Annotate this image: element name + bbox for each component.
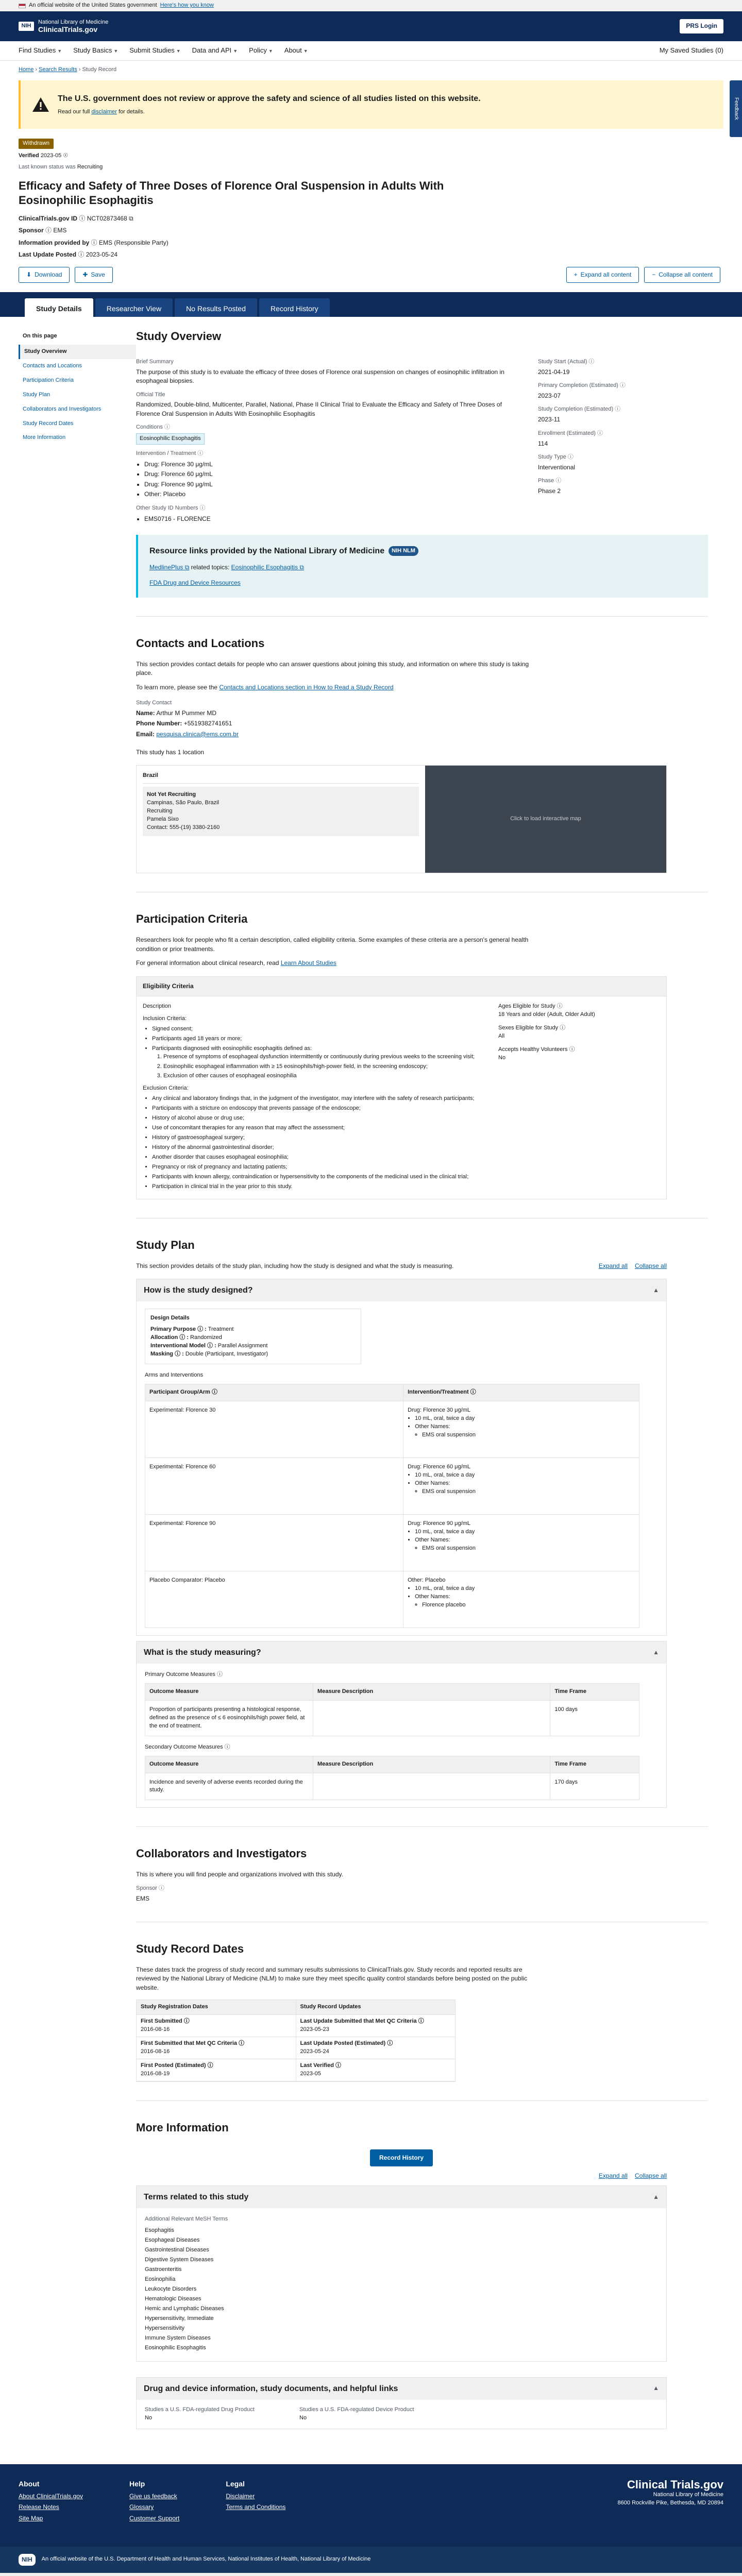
contacts-section: Contacts and Locations This section provides contact details for people who can answer questions about joining this study, and information on where this study is taking place. To learn more, please see the Contacts and Locations section in How to Read a Study Record Study Contact Name: Arthur M Pummer MD Phone Number: +5519382741651 Email: pesquisa.clinica@ems.com.br This study has 1 location Brazil Not Yet Recruiting Campinas, São Paulo, Brazil Recruiting Pamela Sixo Contact: 555-(19) 3380-2160 Click to load interactive map (136, 635, 708, 892)
minus-icon: − (652, 270, 656, 278)
mesh-term: Eosinophilia (145, 2276, 176, 2283)
sidenav-link-6[interactable]: More Information (23, 434, 66, 441)
exclusion-item: • Another disorder that causes esophageal eosinophilia; (152, 1154, 483, 1162)
mesh-term: Esophagitis (145, 2227, 174, 2234)
tab-no-results[interactable]: No Results Posted (175, 298, 257, 317)
intervention-item: • Drug: Florence 30 μg/mL (144, 460, 517, 469)
table-row (145, 1700, 639, 1736)
download-icon: ⬇ (26, 270, 32, 278)
official-title: Randomized, Double-blind, Multicenter, Parallel, National, Phase II Clinical Trial to Evaluate the Efficacy and Safety of Three Doses of Florence Oral Suspension in Adults With Eosinophilic Esophagitis (136, 401, 502, 417)
mesh-term: Eosinophilic Esophagitis (145, 2344, 206, 2351)
outcome-timeframe: 170 days (550, 1773, 639, 1800)
exclusion-item: • History of gastroesophageal surgery; (152, 1134, 483, 1142)
design-row: Interventional Model ⓘ : Parallel Assignment (150, 1343, 268, 1349)
more-collapse-all[interactable]: Collapse all (634, 2172, 667, 2179)
exclusion-item: • History of the abnormal gastrointestinal disorder; (152, 1144, 483, 1152)
breadcrumb-current: Study Record (82, 66, 117, 73)
footer-col: About About ClinicalTrials.gov Release Notes Site Map (19, 2479, 83, 2532)
primary-outcomes-table: Outcome Measure Measure Description Time Frame Proportion of participants presenting a histological response, defined as the presence of ≤ 6 eosinophils/high power field, at the end of treatment. 100 days (145, 1683, 639, 1736)
drug-panel-toggle[interactable]: Drug and device information, study documents, and helpful links ▲ (137, 2378, 666, 2400)
sexes-eligible: All (498, 1032, 505, 1039)
mesh-term: Immune System Diseases (145, 2334, 211, 2341)
fact-value: 2021-04-19 (538, 368, 570, 376)
notice-title: The U.S. government does not review or approve the safety and science of all studies listed on this website. (58, 94, 481, 104)
plan-collapse-all[interactable]: Collapse all (634, 1262, 667, 1269)
tab-researcher-view[interactable]: Researcher View (95, 298, 173, 317)
arm-name: Experimental: Florence 90 (145, 1514, 403, 1571)
arm-intervention: Other: Placebo • 10 mL, oral, twice a day • Other Names: ◦ Florence placebo (403, 1571, 639, 1628)
saved-studies-link[interactable]: My Saved Studies (0) (659, 46, 723, 55)
design-panel: How is the study designed? ▲ Design Details Primary Purpose ⓘ : Treatment Allocation ⓘ : Randomized Interventional Model ⓘ : Parallel Assignment Masking ⓘ : Double (Participant, Investigator) Arms and Interventions Participant Group/Arm ⓘ Intervention/Treatment ⓘ Experimental: Florence 30 Drug: Florence 30 μg/mL • 10 mL, oral, twice a day • Other Names: ◦ EMS oral suspension Experimental: Florence 60 Drug: Florence 60 μg/mL • 10 mL, oral, twice a day • Other Names: ◦ EMS oral suspension Experimental: Florence 90 Drug: Florence 90 μg/mL • 10 mL, oral, twice a day • Other Names: ◦ EMS oral suspension Placebo Comparator: Placebo Other: Placebo • 10 mL, oral, twice a day • Other Names: ◦ Florence placebo (136, 1279, 667, 1636)
arm-name: Experimental: Florence 60 (145, 1458, 403, 1514)
nih-logo-icon: NIH (19, 2554, 36, 2566)
sidenav-link-5[interactable]: Study Record Dates (23, 420, 74, 427)
nav-item-about[interactable]: About ▼ (284, 46, 308, 55)
nav-item-submit-studies[interactable]: Submit Studies ▼ (129, 46, 181, 55)
site-line: Pamela Sixo (147, 816, 179, 823)
fact-label: Study Type ⓘ (538, 454, 574, 461)
chevron-down-icon: ▼ (268, 48, 273, 54)
overview-facts (538, 353, 693, 524)
fda-resources-link[interactable]: FDA Drug and Device Resources (149, 579, 241, 586)
intervention-list (136, 460, 517, 499)
arm-intervention: Drug: Florence 90 μg/mL • 10 mL, oral, twice a day • Other Names: ◦ EMS oral suspension (403, 1514, 639, 1571)
location-count: This study has 1 location (136, 749, 205, 756)
footer-link[interactable]: Give us feedback (129, 2492, 177, 2500)
more-expand-all[interactable]: Expand all (598, 2172, 628, 2179)
ages-eligible: 18 Years and older (Adult, Older Adult) (498, 1011, 595, 1018)
inclusion-item: • Signed consent; (152, 1025, 483, 1033)
fact-label: Phase ⓘ (538, 478, 562, 484)
fact-value: 2023-11 (538, 416, 561, 423)
site-line: Campinas, São Paulo, Brazil (147, 800, 220, 806)
fact-label: Primary Completion (Estimated) ⓘ (538, 382, 626, 389)
footer-link[interactable]: Disclaimer (226, 2492, 255, 2500)
table-row (145, 1773, 639, 1800)
footer-brand: Clinical Trials.gov National Library of Medicine 8600 Rockville Pike, Bethesda, MD 20894 (617, 2478, 723, 2506)
collaborators-section: Collaborators and Investigators This is where you will find people and organizations involved with this study. Sponsor ⓘ EMS (136, 1845, 708, 1922)
chevron-up-icon: ▲ (653, 1648, 659, 1656)
tab-study-details[interactable]: Study Details (25, 298, 93, 317)
criteria-title: Participation Criteria (136, 912, 248, 926)
chevron-down-icon: ▼ (233, 48, 238, 54)
date-row: Last Update Submitted that Met QC Criteria ⓘ 2023-05-23 (296, 2015, 456, 2037)
inclusion-subitem: 2. Eosinophilic esophageal inflammation with ≥ 15 eosinophils/high-power field, in the screening endoscopy; (163, 1063, 483, 1071)
nlm-logo-icon: NIH NLM (389, 546, 418, 556)
breadcrumb: Home › Search Results › Study Record (19, 66, 117, 73)
chevron-down-icon: ▼ (176, 48, 181, 54)
last-known-line: Last known status was Recruiting (19, 163, 103, 170)
outcome-timeframe: 100 days (550, 1700, 639, 1736)
site-line: Contact: 555-(19) 3380-2160 (147, 824, 220, 831)
mesh-terms-list (145, 2227, 658, 2352)
plan-expand-all[interactable]: Expand all (598, 1262, 628, 1269)
gov-links (0, 2573, 742, 2576)
dates-grid: Study Registration Dates First Submitted ⓘ 2016-08-16 First Submitted that Met QC Criteria ⓘ 2016-08-16 First Posted (Estimated) ⓘ 2016-08-19 Study Record Updates Last Update Submitted that Met QC Criteria ⓘ 2023-05-23 Last Update Posted (Estimated) ⓘ 2023-05-24 Last Verified ⓘ 2023-05 (136, 1999, 456, 2082)
nih-bar: NIH An official website of the U.S. Department of Health and Human Services, National Institutes of Health, National Library of Medicine (0, 2547, 742, 2573)
date-row: First Submitted that Met QC Criteria ⓘ 2016-08-16 (137, 2037, 296, 2059)
other-ids-list (136, 515, 517, 523)
location-map[interactable]: Click to load interactive map (425, 766, 666, 873)
study-plan-section: Study Plan This section provides details of the study plan, including how the study is designed and what the study is measuring. Expand all Collapse all How is the study designed? ▲ Design Details Primary Purpose ⓘ : Treatment Allocation ⓘ : Randomized Interventional Model ⓘ : Parallel Assignment Masking ⓘ : Double (Participant, Investigator) Arms and Interventions Participant Group/Arm ⓘ Intervention/Treatment ⓘ Experimental: Florence 30 Drug: Florence 30 μg/mL • 10 mL, oral, twice a day • Other Names: ◦ EMS oral suspension Experimental: Florence 60 Drug: Florence 60 μg/mL • 10 mL, oral, twice a day • Other Names: ◦ EMS oral suspension Experimental: Florence 90 Drug: Florence 90 μg/mL • 10 mL, oral, twice a day • Other Names: ◦ EMS oral suspension Placebo Comparator: Placebo Other: Placebo • 10 mL, oral, twice a day • Other Names: ◦ Florence placebo What is the study measuring? ▲ Primary Outcome Measures ⓘ Outcome Measure Measure Description Time Frame Proportion of participants presenting a histological response, defined as the presence of ≤ 6 eosinophils/high power field, at the end of treatment. 100 days Secondary Outcome Measures ⓘ Outcome Measure Measure Description Time Frame Incidence and severity of adverse events recorded during the study. 170 days (136, 1237, 708, 1827)
footer-link[interactable]: Release Notes (19, 2503, 59, 2511)
contact-email: Email: pesquisa.clinica@ems.com.br (136, 730, 239, 738)
sidenav-link-0[interactable]: Study Overview (19, 345, 136, 359)
on-this-page-heading: On this page (23, 332, 57, 339)
sponsor-line: Sponsor ⓘ EMS (19, 227, 67, 234)
overview-title: Study Overview (136, 329, 222, 343)
mesh-term: Gastroenteritis (145, 2266, 182, 2273)
disclaimer-link[interactable]: disclaimer (91, 108, 117, 115)
fact-value: Interventional (538, 464, 576, 471)
fact-label: Study Start (Actual) ⓘ (538, 358, 595, 365)
nav-item-policy[interactable]: Policy ▼ (249, 46, 273, 55)
fact-label: Enrollment (Estimated) ⓘ (538, 430, 603, 436)
footer-link[interactable]: Terms and Conditions (226, 2503, 286, 2511)
exclusion-item: • History of alcohol abuse or drug use; (152, 1114, 483, 1123)
nct-id: ClinicalTrials.gov ID ⓘ NCT02873468 ⧉ (19, 214, 133, 222)
breadcrumb-home[interactable]: Home (19, 66, 34, 73)
brief-summary: The purpose of this study is to evaluate the efficacy of three doses of Florence oral suspension on changes of eosinophilic infiltration in esophageal biopsies. (136, 368, 504, 385)
other-id-item: • EMS0716 - FLORENCE (144, 515, 517, 523)
design-details: Design Details Primary Purpose ⓘ : Treatment Allocation ⓘ : Randomized Interventional Model ⓘ : Parallel Assignment Masking ⓘ : Double (Participant, Investigator) (145, 1309, 361, 1364)
mesh-term: Leukocyte Disorders (145, 2286, 197, 2293)
plus-icon: + (574, 270, 578, 278)
inclusion-list (143, 1025, 483, 1081)
intervention-item: • Other: Placebo (144, 490, 517, 499)
record-history-button[interactable]: Record History (370, 2149, 433, 2166)
site-header (0, 11, 742, 41)
dates-title: Study Record Dates (136, 1942, 244, 1955)
mesh-term: Hypersensitivity, Immediate (145, 2315, 214, 2321)
arm-name: Placebo Comparator: Placebo (145, 1571, 403, 1628)
site-footer (0, 2464, 742, 2547)
collab-title: Collaborators and Investigators (136, 1847, 307, 1860)
chevron-up-icon: ▲ (653, 1286, 659, 1294)
contacts-title: Contacts and Locations (136, 636, 265, 650)
study-overview-section: Study Overview Brief Summary The purpose of this study is to evaluate the efficacy of three doses of Florence oral suspension on changes of eosinophilic infiltration in esophageal biopsies. Official Title Randomized, Double-blind, Multicenter, Parallel, National, Phase II Clinical Trial to Evaluate the Efficacy and Safety of Three Doses of Florence Oral Suspension in Adults With Eosinophilic Esophagitis Conditions ⓘ Eosinophilic Esophagitis Intervention / Treatment ⓘ • Drug: Florence 30 μg/mL • Drug: Florence 60 μg/mL • Drug: Florence 90 μg/mL • Other: Placebo Other Study ID Numbers ⓘ • EMS0716 - FLORENCE Study Start (Actual) ⓘ 2021-04-19 Primary Completion (Estimated) ⓘ 2023-07 Study Completion (Estimated) ⓘ 2023-11 Enrollment (Estimated) ⓘ 114 Study Type ⓘ Interventional Phase ⓘ Phase 2 Resource links provided by the National Library of Medicine NIH NLM MedlinePlus ⧉ related topics: Eosinophilic Esophagitis ⧉ FDA Drug and Device Resources (136, 328, 708, 616)
nav-item-study-basics[interactable]: Study Basics ▼ (73, 46, 119, 55)
status-badge: Withdrawn (19, 139, 54, 149)
study-tabs (0, 292, 742, 317)
main-nav (0, 41, 742, 61)
design-row: Masking ⓘ : Double (Participant, Investigator) (150, 1350, 268, 1357)
condition-chip[interactable]: Eosinophilic Esophagitis (136, 433, 205, 445)
exclusion-item: • Participants with known allergy, contraindication or hypersensitivity to the components of the medicinal used in the clinical trial; (152, 1173, 483, 1181)
disclaimer-notice (19, 80, 739, 129)
nav-items (19, 46, 308, 56)
chevron-up-icon: ▲ (653, 2384, 659, 2392)
warning-icon (32, 97, 49, 112)
more-info-section (136, 2120, 708, 2448)
logo-site-name: ClinicalTrials.gov (38, 25, 98, 34)
collapse-all-content-button[interactable]: − Collapse all content (644, 267, 720, 283)
more-info-title: More Information (136, 2121, 229, 2134)
nih-logo-icon: NIH (19, 22, 34, 31)
location-site: Not Yet Recruiting Campinas, São Paulo, Brazil Recruiting Pamela Sixo Contact: 555-(19) 3380-2160 (143, 787, 419, 836)
study-header (0, 129, 742, 283)
terms-panel: Terms related to this study ▲ Additional Relevant MeSH Terms Esophagitis Esophageal Diseases Gastrointestinal Diseases Digestive System Diseases Gastroenteritis Eosinophilia Leukocyte Disorders Hematologic Diseases Hemic and Lymphatic Diseases Hypersensitivity, Immediate Hypersensitivity Immune System Diseases Eosinophilic Esophagitis (136, 2185, 667, 2361)
record-dates-section: Study Record Dates These dates track the progress of study record and summary results submissions to ClinicalTrials.gov. Study records and reported results are reviewed by the National Library of Medicine (NLM) to make sure they meet specific quality control standards before being posted on the public website. Study Registration Dates First Submitted ⓘ 2016-08-16 First Submitted that Met QC Criteria ⓘ 2016-08-16 First Posted (Estimated) ⓘ 2016-08-19 Study Record Updates Last Update Submitted that Met QC Criteria ⓘ 2023-05-23 Last Update Posted (Estimated) ⓘ 2023-05-24 Last Verified ⓘ 2023-05 (136, 1941, 708, 2100)
logo-org: National Library of Medicine (38, 19, 109, 25)
on-this-page-nav (19, 317, 136, 2448)
fact-value: Phase 2 (538, 487, 561, 495)
how-to-read-link[interactable]: Contacts and Locations section in How to Read a Study Record (219, 683, 394, 691)
chevron-down-icon: ▼ (113, 48, 119, 54)
eligibility-box: Eligibility Criteria Description Inclusion Criteria: • Signed consent; • Participants aged 18 years or more; • Participants diagnosed with eosinophilic esophagitis defined as: 1. Presence of symptoms of esophageal dysfunction intermittently or continuously during previous weeks to the screening visit; 2. Eosinophilic esophageal inflammation with ≥ 15 eosinophils/high-power field, in the screening endoscopy; 3. Exclusion of other causes of esophageal eosinophilia Exclusion Criteria: • Any clinical and laboratory findings that, in the judgment of the investigator, may interfere with the safety of research participants; • Participants with a stricture on endoscopy that prevents passage of the endoscope; • History of alcohol abuse or drug use; • Use of concomitant therapies for any reason that may affect the assessment; • History of gastroesophageal surgery; • History of the abnormal gastrointestinal disorder; • Another disorder that causes esophageal eosinophilia; • Pregnancy or risk of pregnancy and lactating patients; • Participants with known allergy, contraindication or hypersensitivity to the components of the medicinal used in the clinical trial; • Participation in clinical trial in the year prior to this study. Ages Eligible for Study ⓘ 18 Years and older (Adult, Older Adult) Sexes Eligible for Study ⓘ All Accepts Healthy Volunteers ⓘ No (136, 976, 667, 1199)
footer-link[interactable]: About ClinicalTrials.gov (19, 2492, 83, 2500)
site-logo[interactable] (19, 19, 108, 34)
verified-line: Verified 2023-05 ☉ (19, 152, 69, 159)
sidenav-link-3[interactable]: Study Plan (23, 391, 50, 398)
gov-banner-text: An official website of the United States government (29, 2, 157, 9)
tab-record-history[interactable]: Record History (259, 298, 330, 317)
study-title: Efficacy and Safety of Three Doses of Florence Oral Suspension in Adults With Eosinophilic Esophagitis (19, 179, 444, 207)
inclusion-item: • Participants diagnosed with eosinophilic esophagitis defined as: 1. Presence of symptoms of esophageal dysfunction intermittently or continuously during previous weeks to the screening visit; 2. Eosinophilic esophageal inflammation with ≥ 15 eosinophils/high-power field, in the screening endoscopy; 3. Exclusion of other causes of esophageal eosinophilia (152, 1045, 483, 1081)
intervention-item: • Drug: Florence 90 μg/mL (144, 480, 517, 489)
table-row (145, 1458, 639, 1514)
feedback-tab[interactable]: Feedback (730, 80, 742, 137)
table-row (145, 1571, 639, 1628)
us-flag-icon (19, 4, 26, 8)
inclusion-subitem: 1. Presence of symptoms of esophageal dysfunction intermittently or continuously during previous weeks to the screening visit; (163, 1053, 483, 1061)
expand-all-content-button[interactable]: + Expand all content (566, 267, 639, 283)
design-panel-toggle[interactable]: How is the study designed? ▲ (137, 1279, 666, 1301)
sidenav-link-4[interactable]: Collaborators and Investigators (23, 405, 102, 412)
gov-banner-link[interactable]: Here's how you know (160, 2, 214, 9)
participation-criteria-section: Participation Criteria Researchers look for people who fit a certain description, called eligibility criteria. Some examples of these criteria are a person's general health condition or prior treatments. For general information about clinical research, read Learn About Studies Eligibility Criteria Description Inclusion Criteria: • Signed consent; • Participants aged 18 years or more; • Participants diagnosed with eosinophilic esophagitis defined as: 1. Presence of symptoms of esophageal dysfunction intermittently or continuously during previous weeks to the screening visit; 2. Eosinophilic esophageal inflammation with ≥ 15 eosinophils/high-power field, in the screening endoscopy; 3. Exclusion of other causes of esophageal eosinophilia Exclusion Criteria: • Any clinical and laboratory findings that, in the judgment of the investigator, may interfere with the safety of research participants; • Participants with a stricture on endoscopy that prevents passage of the endoscope; • History of alcohol abuse or drug use; • Use of concomitant therapies for any reason that may affect the assessment; • History of gastroesophageal surgery; • History of the abnormal gastrointestinal disorder; • Another disorder that causes esophageal eosinophilia; • Pregnancy or risk of pregnancy and lactating patients; • Participants with known allergy, contraindication or hypersensitivity to the components of the medicinal used in the clinical trial; • Participation in clinical trial in the year prior to this study. Ages Eligible for Study ⓘ 18 Years and older (Adult, Older Adult) Sexes Eligible for Study ⓘ All Accepts Healthy Volunteers ⓘ No (136, 911, 708, 1217)
footer-link[interactable]: Customer Support (129, 2514, 180, 2522)
mesh-term: Hemic and Lymphatic Diseases (145, 2305, 224, 2312)
sidenav-link-2[interactable]: Participation Criteria (23, 377, 74, 383)
outcome-description (313, 1773, 550, 1800)
design-row: Allocation ⓘ : Randomized (150, 1334, 222, 1341)
nlm-resources-box: Resource links provided by the National Library of Medicine NIH NLM MedlinePlus ⧉ related topics: Eosinophilic Esophagitis ⧉ FDA Drug and Device Resources (136, 535, 708, 598)
table-row (145, 1514, 639, 1571)
drug-device-panel: Drug and device information, study documents, and helpful links ▲ Studies a U.S. FDA-regulated Drug Product No Studies a U.S. FDA-regulated Device Product No (136, 2377, 667, 2429)
site-line: Recruiting (147, 808, 173, 815)
save-button[interactable]: ✚ Save (75, 267, 112, 283)
mesh-term: Gastrointestinal Diseases (145, 2247, 209, 2253)
mesh-term: Hematologic Diseases (145, 2295, 201, 2302)
chevron-down-icon: ▼ (57, 48, 62, 54)
eoe-topic-link[interactable]: Eosinophilic Esophagitis ⧉ (231, 564, 304, 571)
arms-table: Participant Group/Arm ⓘ Intervention/Treatment ⓘ Experimental: Florence 30 Drug: Florence 30 μg/mL • 10 mL, oral, twice a day • Other Names: ◦ EMS oral suspension Experimental: Florence 60 Drug: Florence 60 μg/mL • 10 mL, oral, twice a day • Other Names: ◦ EMS oral suspension Experimental: Florence 90 Drug: Florence 90 μg/mL • 10 mL, oral, twice a day • Other Names: ◦ EMS oral suspension Placebo Comparator: Placebo Other: Placebo • 10 mL, oral, twice a day • Other Names: ◦ Florence placebo (145, 1384, 639, 1628)
nlm-title: Resource links provided by the National Library of Medicine (149, 546, 385, 555)
intervention-item: • Drug: Florence 60 μg/mL (144, 470, 517, 479)
breadcrumb-search[interactable]: Search Results (39, 66, 77, 73)
fact-value: 114 (538, 439, 548, 447)
notice-body: Read our full disclaimer for details. (58, 108, 145, 115)
exclusion-item: • Pregnancy or risk of pregnancy and lactating patients; (152, 1163, 483, 1172)
design-row: Primary Purpose ⓘ : Treatment (150, 1326, 234, 1333)
prs-login-button[interactable]: PRS Login (680, 19, 723, 33)
inclusion-subitem: 3. Exclusion of other causes of esophageal eosinophilia (163, 1072, 483, 1080)
learn-about-studies-link[interactable]: Learn About Studies (280, 959, 336, 967)
sidenav-link-1[interactable]: Contacts and Locations (23, 362, 82, 369)
measures-panel: What is the study measuring? ▲ Primary Outcome Measures ⓘ Outcome Measure Measure Description Time Frame Proportion of participants presenting a histological response, defined as the presence of ≤ 6 eosinophils/high power field, at the end of treatment. 100 days Secondary Outcome Measures ⓘ Outcome Measure Measure Description Time Frame Incidence and severity of adverse events recorded during the study. 170 days (136, 1641, 667, 1808)
chevron-up-icon: ▲ (653, 2193, 659, 2201)
exclusion-item: • Participants with a stricture on endoscopy that prevents passage of the endoscope; (152, 1105, 483, 1113)
mesh-term: Esophageal Diseases (145, 2237, 200, 2244)
measures-panel-toggle[interactable]: What is the study measuring? ▲ (137, 1641, 666, 1664)
download-button[interactable]: ⬇ Download (19, 267, 70, 283)
outcome-description (313, 1700, 550, 1736)
outcome-measure: Incidence and severity of adverse events recorded during the study. (145, 1773, 313, 1800)
exclusion-item: • Use of concomitant therapies for any reason that may affect the assessment; (152, 1124, 483, 1132)
mesh-term: Digestive System Diseases (145, 2257, 214, 2263)
healthy-volunteers: No (498, 1054, 506, 1061)
mesh-term: Hypersensitivity (145, 2325, 185, 2331)
arm-name: Experimental: Florence 30 (145, 1401, 403, 1458)
location-country[interactable]: Brazil (143, 772, 419, 784)
date-row: Last Verified ⓘ 2023-05 (296, 2059, 456, 2081)
exclusion-item: • Any clinical and laboratory findings that, in the judgment of the investigator, may interfere with the safety of research participants; (152, 1095, 483, 1103)
footer-link[interactable]: Glossary (129, 2503, 154, 2511)
arm-intervention: Drug: Florence 30 μg/mL • 10 mL, oral, twice a day • Other Names: ◦ EMS oral suspension (403, 1401, 639, 1458)
chevron-down-icon: ▼ (303, 48, 308, 54)
date-row: First Posted (Estimated) ⓘ 2016-08-19 (137, 2059, 296, 2081)
contact-phone: Phone Number: +5519382741651 (136, 720, 232, 727)
contact-name: Name: Arthur M Pummer MD (136, 709, 217, 717)
footer-link[interactable]: Site Map (19, 2514, 43, 2522)
info-provided-line: Information provided by ⓘ EMS (Responsible Party) (19, 239, 168, 246)
save-icon: ✚ (82, 270, 88, 278)
plan-title: Study Plan (136, 1238, 195, 1251)
last-update-line: Last Update Posted ⓘ 2023-05-24 (19, 251, 118, 259)
secondary-outcomes-table: Outcome Measure Measure Description Time Frame Incidence and severity of adverse events recorded during the study. 170 days (145, 1756, 639, 1801)
fact-value: 2023-07 (538, 392, 561, 400)
nav-item-data-and-api[interactable]: Data and API ▼ (192, 46, 238, 55)
table-row (145, 1401, 639, 1458)
outcome-measure: Proportion of participants presenting a histological response, defined as the presence of ≤ 6 eosinophils/high power field, at the end of treatment. (145, 1700, 313, 1736)
date-row: Last Update Posted (Estimated) ⓘ 2023-05-24 (296, 2037, 456, 2059)
nav-item-find-studies[interactable]: Find Studies ▼ (19, 46, 62, 55)
arm-intervention: Drug: Florence 60 μg/mL • 10 mL, oral, twice a day • Other Names: ◦ EMS oral suspension (403, 1458, 639, 1514)
collab-sponsor: EMS (136, 1894, 150, 1902)
inclusion-item: • Participants aged 18 years or more; (152, 1035, 483, 1043)
date-row: First Submitted ⓘ 2016-08-16 (137, 2015, 296, 2037)
exclusion-list (143, 1095, 483, 1191)
footer-col: Legal Disclaimer Terms and Conditions (226, 2479, 285, 2532)
locations-card (136, 765, 667, 873)
medlineplus-link[interactable]: MedlinePlus ⧉ (149, 564, 190, 571)
footer-col: Help Give us feedback Glossary Customer Support (129, 2479, 179, 2532)
exclusion-item: • Participation in clinical trial in the year prior to this study. (152, 1183, 483, 1191)
fact-label: Study Completion (Estimated) ⓘ (538, 406, 621, 413)
terms-panel-toggle[interactable]: Terms related to this study ▲ (137, 2186, 666, 2208)
gov-banner (0, 0, 742, 11)
